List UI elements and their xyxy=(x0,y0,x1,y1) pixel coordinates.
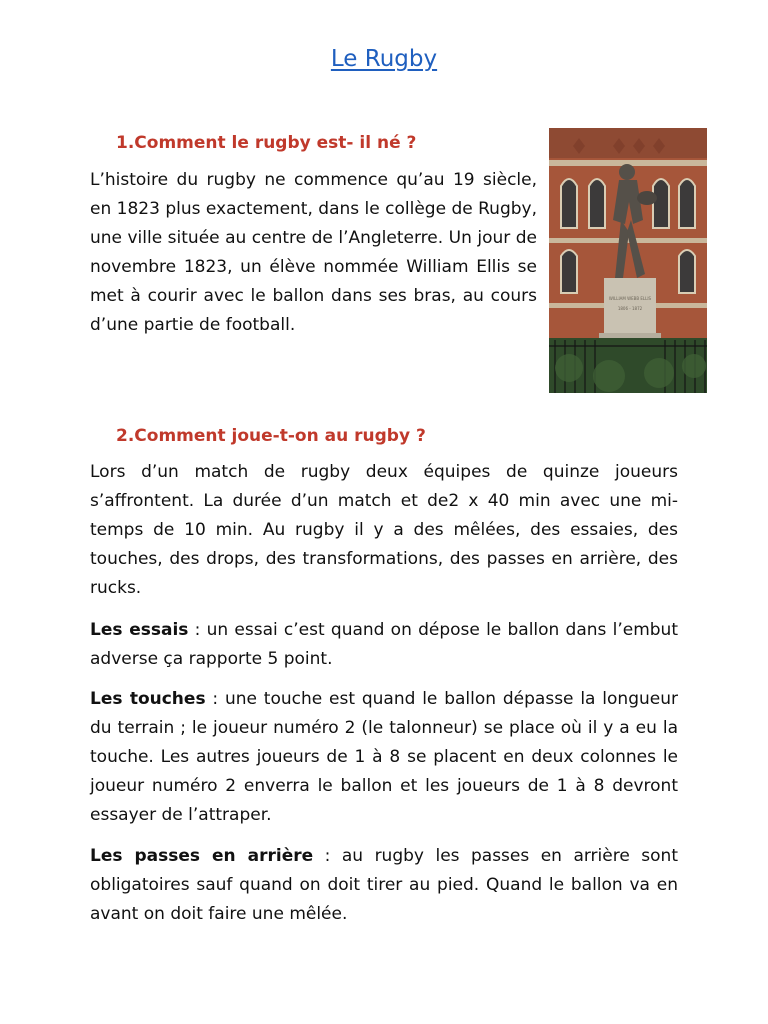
section-1-text: L’histoire du rugby ne commence qu’au 19 siècle, en 1823 plus exactement, dans le collège de Rugby, une ville située au centre de l’Angleterre. Un jour de novembre 1823, un élève nommée William Ellis se met à courir avec le ballon dans ses bras, au cours d’une partie de football. xyxy=(90,170,537,335)
section-2-intro: Lors d’un match de rugby deux équipes de quinze joueurs s’affrontent. La durée d’un match et de2 x 40 min avec une mi-temps de 10 min. Au rugby il y a des mêlées, des essaies, des touches, des drops, des transformations, des passes en arrière, des rucks. xyxy=(90,462,678,598)
page-title: Le Rugby xyxy=(330,46,438,72)
plinth-dates: 1806 - 1872 xyxy=(617,306,643,311)
statue-photo xyxy=(549,128,707,393)
plinth-inscription: WILLIAM WEBB ELLIS xyxy=(608,296,652,301)
essais-paragraph xyxy=(90,616,678,674)
essais-term: Les essais xyxy=(90,620,189,640)
touches-text: : une touche est quand le ballon dépasse la longueur du terrain ; le joueur numéro 2 (le talonneur) se place où il y a eu la touche. Les autres joueurs de 1 à 8 se placent en deux colonnes le joueur numéro 2 enverra le ballon et les joueurs de 1 à 8 devront essayer de l’attraper. xyxy=(90,689,678,825)
passes-text: : au rugby les passes en arrière sont obligatoires sauf quand on doit tirer au pied. Quand le ballon va en avant on doit faire une mêlée. xyxy=(90,846,678,924)
passes-term: Les passes en arrière xyxy=(90,846,314,866)
passes-paragraph xyxy=(90,842,678,929)
statue-illustration xyxy=(549,128,707,393)
essais-text: : un essai c’est quand on dépose le ballon dans l’embut adverse ça rapporte 5 point. xyxy=(90,620,678,669)
touches-paragraph xyxy=(90,685,678,830)
touches-term: Les touches xyxy=(90,689,206,709)
section-2-heading: 2.Comment joue-t-on au rugby ? xyxy=(116,426,426,446)
section-1-heading: 1.Comment le rugby est- il né ? xyxy=(116,133,417,153)
